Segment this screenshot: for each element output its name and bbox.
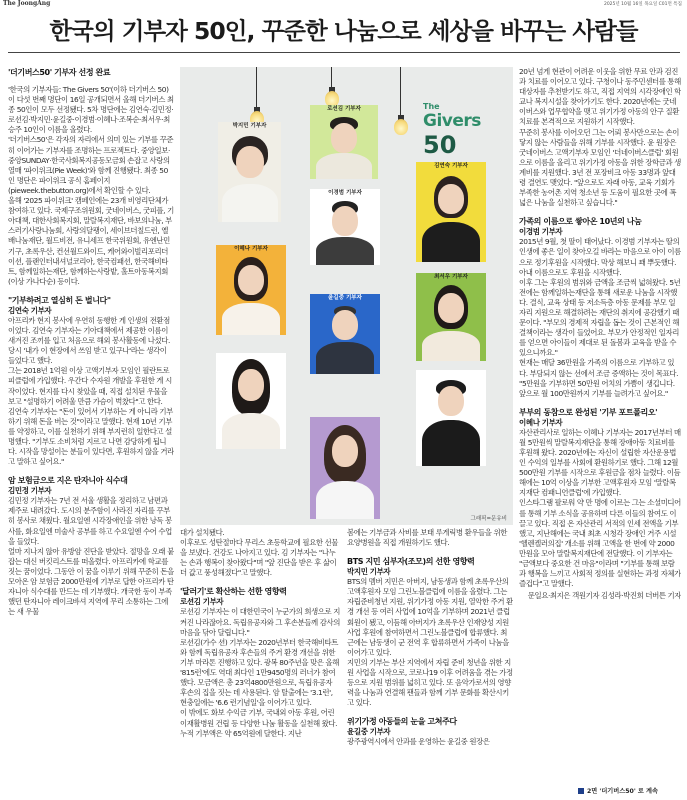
donor-name: 이혜나 기부자 (519, 417, 563, 427)
paragraph: '한국의 기부자들: The Givers 50'(이하 더기버스 50)이 다섯 번째 명단이 16일 공개되면서 올해 더기버스 최종 50인이 모두 선정됐다. 5차 명단에는 김연숙·김민정·로션김·박지민·윤길중·이경범·이혜나·조복순·최서우·최승주 10인이 이름을 올렸다. (8, 85, 174, 135)
continued-label: 2면 '더기버스50' 로 계속 (587, 788, 658, 795)
paragraph: 로션김(가수 션) 기부자는 2020년부터 한국해비타트와 함께 독립유공자 후손들의 주거 환경 개선을 위한 기부 마라톤 진행하고 있다. 광복 80주년을 맞은 올해 '815런'에도 역대 최다인 1만9450명의 러너가 참여했다. 모금액은 총 23억4800만원으로, 독립유공자 후손의 집을 짓는 데 사용된다. 암 탈출에는 '3.1런', 현충일에는 '6.6 런기념일'을 이어가고 있다. (180, 637, 339, 708)
portrait-jo-boksun (310, 417, 380, 519)
paragraph: 대가 설치됐다. (180, 528, 225, 537)
light-bulb-icon (394, 115, 408, 135)
paragraph: 김민정 기부자는 7년 전 서울 생활을 정리하고 남편과 제주로 내려갔다. 도시의 분주함이 사라진 자리를 꾸부히 봉사로 채웠다. 월요일엔 시각장애인을 위한 낭독 봉사를, 화요일엔 미술사 공부를 하고 수요일엔 수어 수업을 들었다. (8, 496, 172, 546)
paragraph: 현재는 매달 36만원을 가족의 이름으로 기부하고 있다. 부담되지 않는 선에서 조금 증액하는 것이 목표다. "5만원을 기부하면 50만원 어치의 가쁨이 생깁니다. 앞으로 월 100만원까지 기부를 늘려가고 싶어요." (519, 358, 679, 398)
article-column-1 (8, 67, 174, 800)
portrait-lee-hyena: 이혜나 기부자 (216, 245, 286, 335)
paragraph: 광주광역시에서 안과를 운영하는 윤길중 원장은 (347, 737, 490, 747)
masthead (0, 0, 687, 10)
donor-name: 로션김 기부자 (180, 597, 224, 607)
headline-divider (8, 52, 680, 53)
paragraph: 꾸준히 봉사를 이어오던 그는 어뢰 봉사만으로는 손이 닿지 않는 사람들을 위해 기부를 시작했다. 윤 원장은 굿네이버스 고액기부자 모임인 '더네이버스클럽' 회원으로 이름을 올리고 위기가정 아동을 위한 장학금과 생계비를 지원했다. 3년 전 포장비크 아동 33명과 앞대령 결연도 맺었다. "앞으로도 자래 아동, 교육 기회가 부족한 농어촌 지역 청소년 등 도움이 필요한 곳에 폭넓은 나눔을 실천하고 싶습니다." (519, 127, 681, 208)
article-column-3 (347, 528, 513, 800)
donor-name: 김연숙 기부자 (8, 305, 52, 315)
page-headline: 한국의 기부자 50인, 꾸준한 나눔으로 세상을 바꾸는 사람들 (49, 17, 638, 45)
portrait-lee-gyeongbeom: 이경범 기부자 (310, 189, 380, 265)
article-column-4 (519, 67, 681, 783)
paragraph: 이 밖에도 화보 수익금 기부, 국내외 아동 후원, 어린이재활병원 건립 등 다양한 나눔 활동을 실천해 왔다. 누적 기부액은 약 65억원에 달한다. 지난 (180, 708, 338, 738)
section-subhead: 위기가정 아동들의 눈을 고쳐주다 (347, 717, 457, 727)
logo-number: 50 (423, 131, 457, 159)
paragraph: 2015년 9월, 첫 딸이 태어났다. 이경범 기부자는 딸의 인생에 좋은 일이 찾아오길 바라는 마음으로 아이 이름으로 정기후원을 시작했다. 막상 해보니 꽤 뿌듯했다. 아내 이름으로도 후원을 시작했다. (519, 237, 681, 277)
newspaper-logo: The JoongAng (3, 0, 51, 7)
portrait-yoon-giljung: 윤길중 기부자 (310, 294, 380, 374)
continued-on-page-2[interactable] (578, 786, 658, 795)
paragraph: 봄에는 기부금과 사비를 보태 루게릭병 환우들을 위한 요양병원을 직접 개원하기도 했다. (347, 528, 507, 548)
portrait-choi-seou: 최서우 기부자 (416, 273, 486, 361)
paragraph: 인스타그램 팔로워 약 만 명에 이르는 그는 소셜미디어를 통해 기부 소식을 공유하며 다른 이들의 참여도 이끌고 있다. 직접 온 자산관리 서적의 인세 전액을 기부했고, 지난해에는 국내 최초 시청각 장애인 거주 시설 '헬렌켈러의집' 개소를 위해 고액을 한 번에 약 2000만원을 모아 말랄복지재단에 전달했다. 이 기부자는 "금액보다 중요한 건 마음"이라며 "기부를 통해 보람과 행복을 느끼고 사회적 정의를 실현하는 과정 자체가 즐겁다"고 말했다. (519, 498, 681, 589)
section-subhead: '더기버스50' 기부자 선정 완료 (8, 68, 111, 77)
square-marker-icon (578, 788, 584, 794)
light-bulb-icon (325, 87, 339, 107)
logo-the: The (423, 102, 440, 111)
paragraph: 그는 2018년 1억원 이상 고액기부자 모임인 필란트로피클럽에 가입했다. 우간다 수자원 개발을 후원한 게 시작이었다. 현지를 다시 찾았을 때, 직접 설치된 우물을 보고 "설명하기 어려울 만큼 가슴이 벅찼다"고 한다. (8, 366, 172, 406)
paragraph: 지민의 기부는 부산 지역에서 자립 준비 청년을 위한 지원 사업을 시작으로, 코로나19 이후 어려움을 겪는 가정 등으로 지원 범위를 넓히고 있다. 또 음악가로서의 영향력을 나눔과 연결해 팬들과 함께 기부 문화를 확산시키고 있다. (347, 657, 513, 708)
paragraph: 이후로도 성탄절마다 무리스 초등학교에 필요한 선물을 보냈다. 건강도 나아지고 있다. 김 기부자는 "나누는 손과 행복이 찾아왔다"며 "앞 진단을 받은 후 삶이 더 값고 풍성해졌다"고 말했다. (180, 538, 339, 578)
paragraph: 얼마 지나지 않아 유방암 진단을 받았다. 절망을 오래 붙잡는 대신 버킷리스트를 떠올렸다. 아프리카에 학교를 짓는 꿈이었다. 그동안 이 꿈을 이루기 위해 꾸준히 돈을 모아온 암 보험금 2000만원에 기부로 답한 아프리카 탄자니아 식수대를 만드는 데 기부했다. 개국한 동이 부족했던 탄자니아 레이크바셔 지역에 무리 소통하는 그에는 새 우물 (8, 546, 174, 617)
givers-photo-collage (180, 67, 513, 525)
issue-info: 2025년 10월 16일 목요일 C01면 특집 (603, 2, 682, 7)
section-subhead: "기부하려고 열심히 돈 벌니다" (8, 295, 111, 305)
paragraph: 아프리카 현지 봉사에 우연히 동행한 게 인생의 전환점이었다. 김연숙 기부자는 기아대책에서 제공한 이름이 새겨진 조끼를 입고 처음으로 해외 봉사활동에 나섰다. 당시 '내가 이 현장에서 쓰임 받고 있구나'라는 생각이 들었다고 했다. (8, 315, 170, 366)
paragraph: BTS의 멤버 지민은 아버지, 남동생과 함께 초록우산의 고액후원자 모임 그린노블클럽에 이름을 올렸다. 그는 자립준비청년 지원, 위기가정 아동 지원, 열악한 주거 환경 개선 등 여러 사업에 10억을 기부하며 2021년 클럽 회원이 됐고, 이듬해 아버지가 초록우산 인재양성 지원사업 후원에 참여하면서 그린노블클럽에 합류했다. 최근에는 남동생이 군 전역 후 합류하면서 가족이 나눔을 이어가고 있다. (347, 577, 513, 657)
paragraph: 20년 넘게 현관이 어려운 이웃을 위한 무료 안과 검진과 치료를 이어오고 있다. 구청이나 동주민센터를 통해 대상자를 추천받기도 하고, 직접 지역의 시각장애인 학교나 복지시설을 찾아가기도 한다. 2020년에는 굿네이버스와 업무협약을 맺고 위기가정 아동의 안구 질환 치료를 본격적으로 지원하기 시작했다. (519, 67, 681, 127)
portrait-choi-seungju (416, 370, 486, 466)
logo-givers: Givers (423, 111, 481, 131)
paragraph: 로션김 기부자는 이 대한민국이 누군가의 희생으로 지켜진 나라잖아요. 독립유공자와 그 후손분들께 감사의 마음을 닦아 달립니다." (180, 607, 340, 637)
section-subhead: '달러기'로 확산하는 선한 영향력 (180, 587, 287, 597)
givers-50-logo (423, 102, 513, 159)
donor-name: 이경범 기부자 (519, 227, 563, 237)
paragraph: '더기버스50'은 각자의 자리에서 의미 있는 기부를 꾸준히 이어가는 기부자를 조명하는 프로젝트다. 중앙일보·중앙SUNDAY·한국사회복지공동모금회 손잡고 사랑의열매 '파이위크(Pie Week)'와 함께 진행됐다. 최종 50인 명단은 파이위크 공식 홈페이지(pieweek.thebutton.org)에서 확인할 수 있다. (8, 135, 174, 195)
byline: 문일요·최지은 객원기자 김성라·박진희 더버튼 기자 (527, 591, 681, 601)
section-subhead: 암 보험금으로 지은 탄자니아 식수대 (8, 476, 128, 486)
paragraph: 김연숙 기부자는 "돈이 있어서 기부하는 게 아니라 기부하기 위해 돈을 버는 것"이라고 말했다. 현재 10년 기부를 약정하고, 이를 실천하기 위해 부지런히 일한다고 설명했다. "기부도 소비처럼 지르고 나면 감당하게 됩니다. 시작을 망설이는 분들이 있다면, 후원하지 않을 거라고 말하고 싶어요." (8, 406, 174, 467)
donor-name: 윤길중 기부자 (347, 727, 391, 737)
portrait-kim-minjeong (216, 353, 286, 449)
article-column-2 (180, 528, 340, 800)
paragraph: 자산관리사로 일하는 이혜나 기부자는 2017년부터 매월 5만원씩 말랄복지재단을 통해 장애아동 치료비를 후원해 왔다. 2020년에는 자신이 설립한 자산운용법인 수익의 일부를 사회에 환원하기로 했다. 그해 12월 500만원 기부를 시작으로 후원금을 점차 늘렸다. 이듬해에는 10억 이상을 기부한 고액후원자 모임 '말랄복지재단 컴패니언클럽'에 가입했다. (519, 427, 681, 498)
donor-name: 박지민 기부자 (347, 567, 391, 577)
paragraph: 올해 '2025 파이위크' 캠페인에는 23개 비영리단체가 참여하고 있다. 국제구조위원회, 굿네이버스, 굿피플, 기아대책, 대한사회복지회, 말랄복지재단, 바보의나눔, 부스러기사랑나눔회, 사랑의달팽이, 세이브더칠드런, 옐배나눔재단, 월드비전, 유니세프 한국위원회, 유엔난민기구, 초록우산, 컨선월드와이드, 케어와이빌리포리더이션, 플랜인터내셔널코리아, 한국컴패션, 한국해비타트, 함께일하는재단, 함께하는사랑밭, 홀트아동복지회(이상 가나다순) 등이다. (8, 196, 174, 286)
graphic-credit: 그래픽=문유비 (470, 516, 507, 522)
portrait-park-jimin: 박지민 기부자 (218, 122, 281, 222)
portrait-sean-kim: 로션김 기부자 (310, 105, 378, 179)
section-subhead: 가족의 이름으로 쌓아온 10년의 나눔 (519, 217, 642, 227)
portrait-kim-yeonsuk: 김연숙 기부자 (416, 162, 486, 262)
section-subhead: BTS 지민 심부자(조모)의 선한 영향력 (347, 557, 475, 567)
paragraph: 이후 그는 후원의 범위와 금액을 조금씩 넓혀왔다. 5년 전에는 함께일하는재단을 통해 새로운 나눔을 시작했다. 결식, 교육 상태 등 저소득층 아동 문제를 부모 일자리 지원으로 해결하려는 재단의 취지에 공감했기 때문이다. "부모의 경제적 자립을 돕는 것이 근본적인 해결책이라는 생각이 들었어요. 부모가 안정적인 일자리를 얻으면 아이들이 제대로 된 돌봄과 교육을 받을 수 있으니까요." (519, 277, 681, 358)
donor-name: 김민정 기부자 (8, 486, 52, 496)
section-subhead: 부부의 동참으로 완성된 '기부 포트폴리오' (519, 407, 658, 417)
